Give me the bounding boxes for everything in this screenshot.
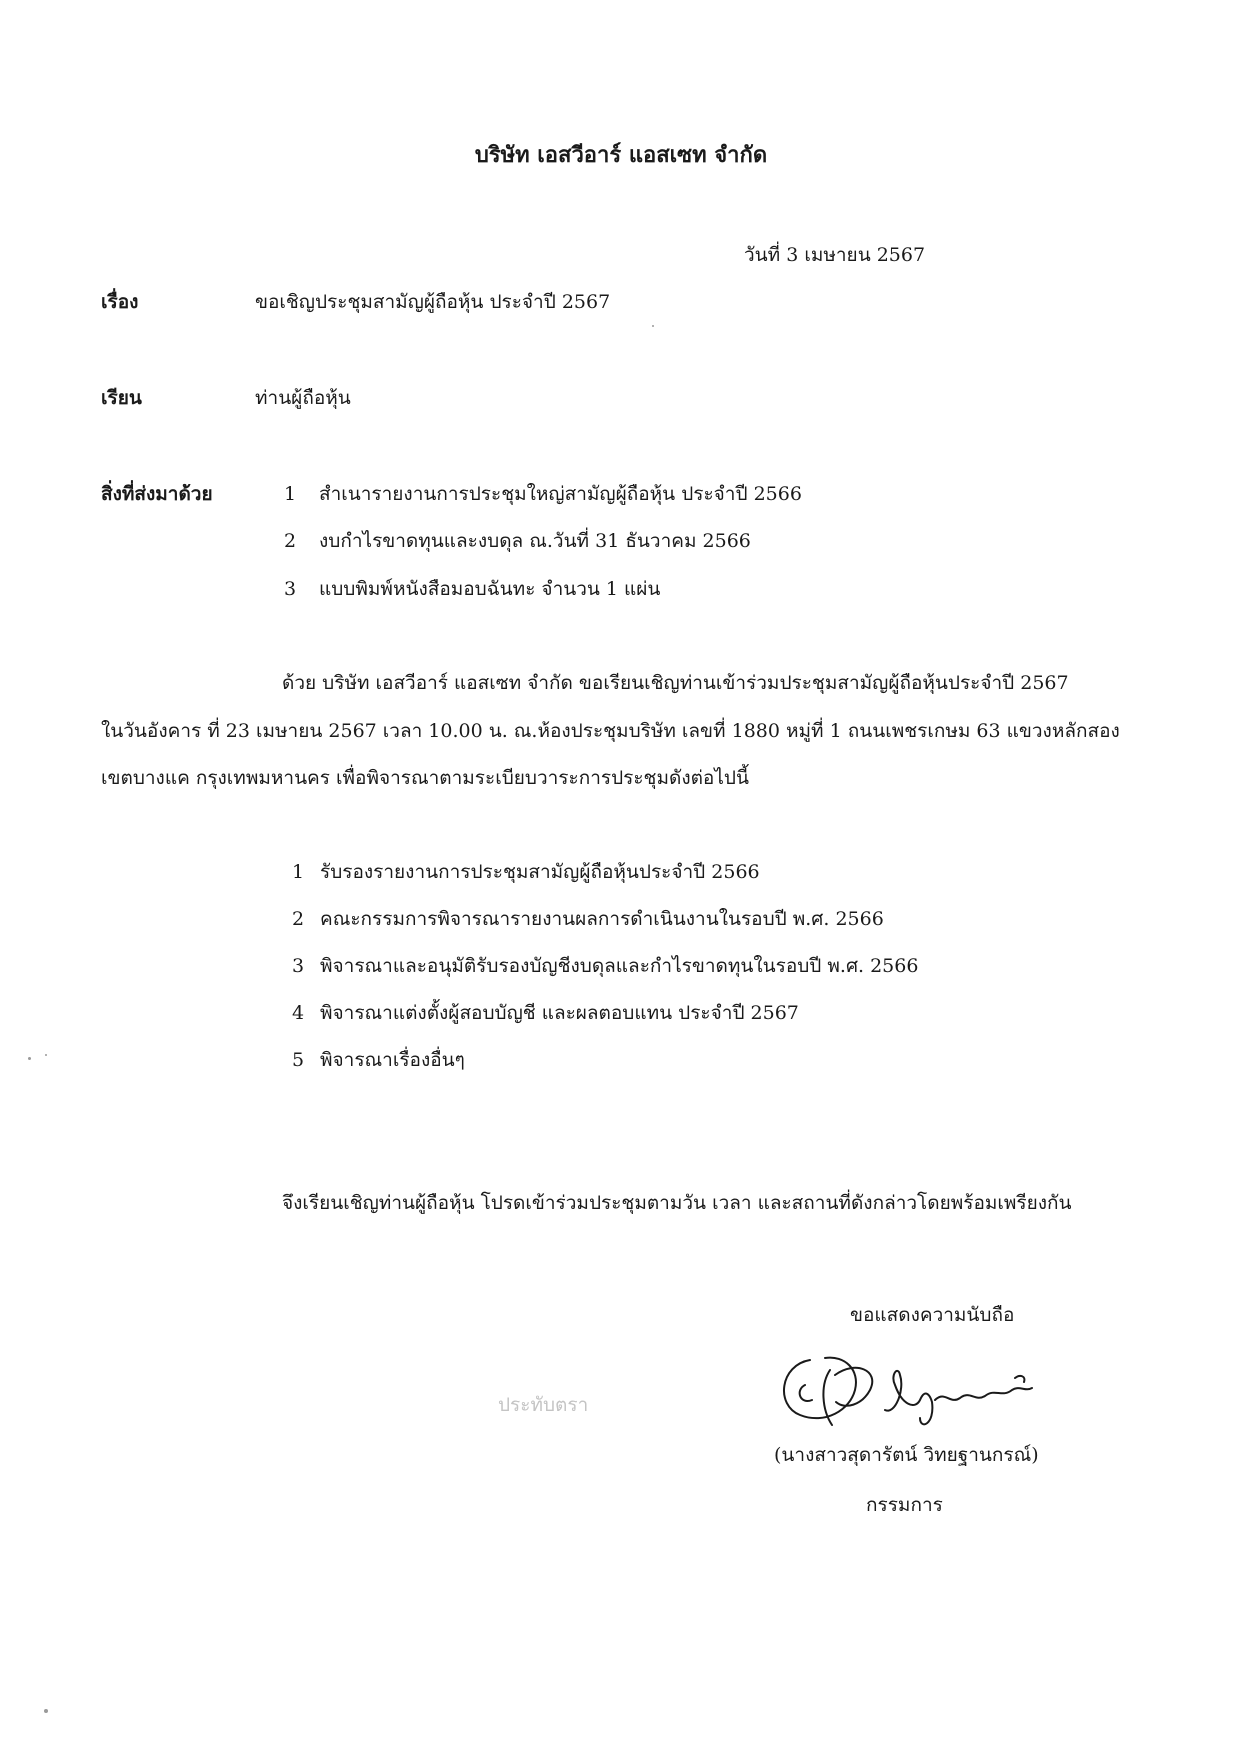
stamp-placeholder: ประทับตรา [498,1394,589,1416]
letter-date: วันที่ 3 เมษายน 2567 [744,244,926,266]
agenda-text: คณะกรรมการพิจารณารายงานผลการดำเนินงานในรอบปี พ.ศ. 2566 [320,908,884,930]
signatory-name: (นางสาวสุดารัตน์ วิทยฐานกรณ์) [774,1444,1039,1466]
body-paragraph-line: ในวันอังคาร ที่ 23 เมษายน 2567 เวลา 10.00 น. ณ.ห้องประชุมบริษัท เลขที่ 1880 หมู่ที่ 1 ถนนเพชรเกษม 63 แขวงหลักสอง [101,720,1120,742]
body-paragraph-line: ด้วย บริษัท เอสวีอาร์ แอสเซท จำกัด ขอเรียนเชิญท่านเข้าร่วมประชุมสามัญผู้ถือหุ้นประจำปี 2567 [282,672,1069,694]
agenda-number: 5 [292,1049,305,1071]
enclosure-number: 2 [284,530,297,552]
agenda-item [292,951,918,981]
scan-speck [28,1057,31,1060]
enclosure-item [284,574,660,604]
enclosure-text: งบกำไรขาดทุนและงบดุล ณ.วันที่ 31 ธันวาคม 2566 [319,530,751,552]
subject-value: ขอเชิญประชุมสามัญผู้ถือหุ้น ประจำปี 2567 [255,291,611,313]
agenda-text: พิจารณาและอนุมัติรับรองบัญชีงบดุลและกำไรขาดทุนในรอบปี พ.ศ. 2566 [320,955,919,977]
scan-speck [44,1709,48,1713]
scan-speck [652,325,654,327]
recipient-label: เรียน [101,387,142,409]
enclosure-number: 3 [284,578,297,600]
enclosure-item [284,479,802,509]
enclosure-number: 1 [284,483,297,505]
agenda-number: 1 [292,861,305,883]
scan-speck [45,1054,47,1056]
agenda-number: 4 [292,1002,305,1024]
agenda-text: พิจารณาแต่งตั้งผู้สอบบัญชี และผลตอบแทน ประจำปี 2567 [320,1002,799,1024]
agenda-item [292,998,799,1028]
recipient-value: ท่านผู้ถือหุ้น [255,387,351,409]
subject-label: เรื่อง [101,291,139,313]
signatory-position: กรรมการ [866,1494,943,1516]
handwritten-signature [770,1330,1050,1440]
enclosure-text: สำเนารายงานการประชุมใหญ่สามัญผู้ถือหุ้น ประจำปี 2566 [319,483,802,505]
enclosure-item [284,526,751,556]
agenda-number: 3 [292,955,305,977]
agenda-item [292,904,884,934]
enclosure-text: แบบพิมพ์หนังสือมอบฉันทะ จำนวน 1 แผ่น [319,578,661,600]
body-paragraph-line: เขตบางแค กรุงเทพมหานคร เพื่อพิจารณาตามระเบียบวาระการประชุมดังต่อไปนี้ [101,767,749,789]
company-title: บริษัท เอสวีอาร์ แอสเซท จำกัด [474,142,768,168]
enclosures-label: สิ่งที่ส่งมาด้วย [101,483,213,505]
agenda-item [292,1045,465,1075]
agenda-text: รับรองรายงานการประชุมสามัญผู้ถือหุ้นประจำปี 2566 [320,861,760,883]
closing-sentence: จึงเรียนเชิญท่านผู้ถือหุ้น โปรดเข้าร่วมประชุมตามวัน เวลา และสถานที่ดังกล่าวโดยพร้อมเพรียงกัน [282,1192,1072,1214]
agenda-number: 2 [292,908,305,930]
regards-text: ขอแสดงความนับถือ [850,1304,1015,1326]
agenda-text: พิจารณาเรื่องอื่นๆ [320,1049,465,1071]
agenda-item [292,857,760,887]
